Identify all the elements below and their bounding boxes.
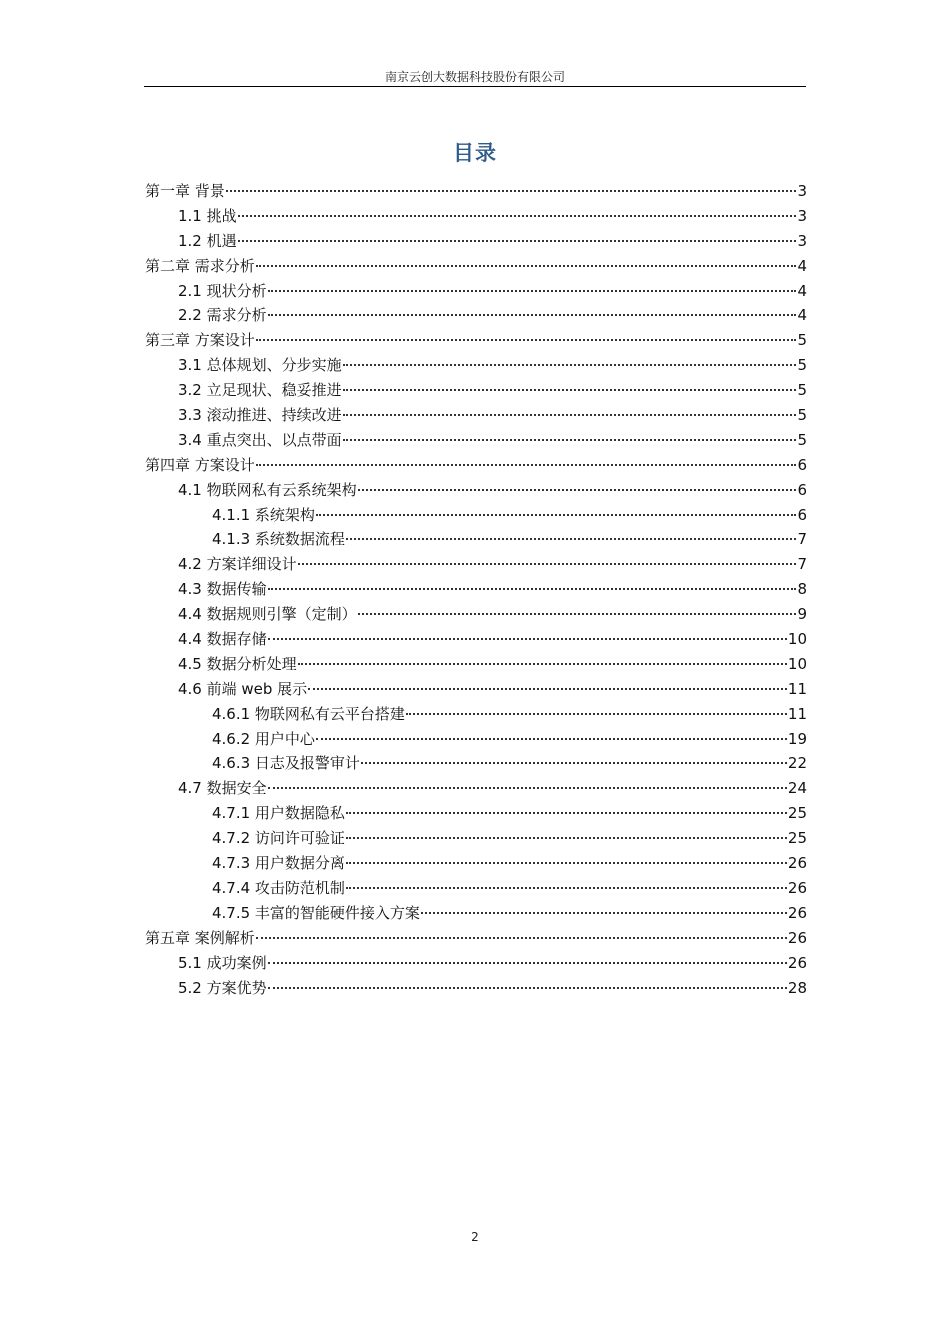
toc-entry[interactable]	[145, 328, 807, 353]
toc-entry[interactable]	[145, 527, 807, 552]
toc-entry-page: 26	[787, 928, 807, 947]
toc-dot-leader	[298, 663, 787, 665]
toc-entry-title: 4.1.3 系统数据流程	[212, 530, 345, 549]
toc-dot-leader	[358, 613, 797, 615]
toc-entry[interactable]	[145, 353, 807, 378]
toc-entry-title: 3.2 立足现状、稳妥推进	[178, 381, 342, 400]
toc-entry-page: 26	[787, 854, 807, 873]
toc-dot-leader	[343, 389, 797, 391]
toc-entry-page: 25	[787, 804, 807, 823]
page-header: 南京云创大数据科技股份有限公司	[384, 70, 565, 84]
toc-entry[interactable]	[145, 602, 807, 627]
toc-entry-page: 6	[797, 480, 807, 499]
toc-dot-leader	[343, 364, 797, 366]
toc-entry-page: 10	[787, 630, 807, 649]
toc-entry-page: 3	[797, 182, 807, 200]
toc-entry-title: 4.5 数据分析处理	[178, 654, 297, 673]
toc-entry[interactable]	[145, 204, 807, 229]
toc-entry-page: 26	[787, 878, 807, 897]
toc-entry-page: 25	[787, 829, 807, 848]
toc-dot-leader	[256, 339, 797, 341]
toc-entry-title: 第五章 案例解析	[145, 928, 255, 947]
toc-entry-page: 7	[797, 555, 807, 574]
toc-entry[interactable]	[145, 428, 807, 453]
toc-dot-leader	[343, 414, 797, 416]
toc-dot-leader	[268, 987, 787, 989]
toc-entry[interactable]	[145, 453, 807, 478]
toc-entry-title: 4.6.3 日志及报警审计	[212, 754, 360, 773]
toc-dot-leader	[238, 215, 797, 217]
toc-entry-title: 4.1 物联网私有云系统架构	[178, 480, 357, 499]
toc-dot-leader	[346, 862, 787, 864]
toc-entry[interactable]	[145, 577, 807, 602]
toc-dot-leader	[268, 588, 797, 590]
toc-entry[interactable]	[145, 876, 807, 901]
toc-entry-page: 8	[797, 580, 807, 599]
toc-dot-leader	[298, 563, 797, 565]
toc-entry[interactable]	[145, 229, 807, 254]
toc-dot-leader	[406, 713, 787, 715]
toc-dot-leader	[268, 290, 797, 292]
toc-dot-leader	[256, 937, 787, 939]
toc-dot-leader	[268, 962, 787, 964]
toc-entry[interactable]	[145, 254, 807, 279]
toc-dot-leader	[316, 738, 787, 740]
toc-entry[interactable]	[145, 179, 807, 204]
toc-entry-title: 4.7 数据安全	[178, 779, 267, 798]
toc-entry-page: 26	[787, 953, 807, 972]
toc-entry-title: 4.2 方案详细设计	[178, 555, 297, 574]
toc-entry[interactable]	[145, 303, 807, 328]
toc-entry-title: 5.1 成功案例	[178, 953, 267, 972]
toc-entry-page: 22	[787, 754, 807, 773]
toc-dot-leader	[268, 787, 787, 789]
toc-title: 目录	[453, 141, 497, 165]
toc-entry[interactable]	[145, 727, 807, 752]
toc-entry-page: 5	[797, 381, 807, 400]
toc-dot-leader	[346, 887, 787, 889]
toc-entry[interactable]	[145, 677, 807, 702]
toc-entry-page: 24	[787, 779, 807, 798]
toc-entry-title: 3.3 滚动推进、持续改进	[178, 406, 342, 425]
toc-entry-page: 5	[797, 356, 807, 375]
toc-entry-title: 4.7.3 用户数据分离	[212, 854, 345, 873]
toc-entry-page: 26	[787, 903, 807, 922]
toc-entry-title: 2.2 需求分析	[178, 306, 267, 325]
toc-dot-leader	[268, 314, 797, 316]
toc-entry-page: 5	[797, 430, 807, 449]
toc-entry-title: 1.1 挑战	[178, 206, 237, 225]
toc-dot-leader	[256, 464, 797, 466]
toc-entry[interactable]	[145, 801, 807, 826]
toc-dot-leader	[308, 688, 787, 690]
toc-entry-page: 3	[797, 206, 807, 225]
toc-entry[interactable]	[145, 826, 807, 851]
toc-entry-page: 11	[787, 679, 807, 698]
toc-entry[interactable]	[145, 403, 807, 428]
toc-entry[interactable]	[145, 702, 807, 727]
toc-entry-title: 2.1 现状分析	[178, 281, 267, 300]
toc-entry-title: 4.3 数据传输	[178, 580, 267, 599]
toc-entry-page: 9	[797, 605, 807, 624]
toc-entry-title: 第一章 背景	[145, 182, 225, 200]
toc-entry[interactable]	[145, 976, 807, 1001]
toc-entry[interactable]	[145, 652, 807, 677]
toc-entry-title: 4.6 前端 web 展示	[178, 679, 308, 698]
toc-entry[interactable]	[145, 552, 807, 577]
toc-entry-title: 4.7.1 用户数据隐私	[212, 804, 345, 823]
toc-entry[interactable]	[145, 478, 807, 503]
toc-entry-page: 7	[797, 530, 807, 549]
toc-entry-page: 11	[787, 704, 807, 723]
toc-dot-leader	[226, 190, 797, 192]
toc-dot-leader	[346, 538, 797, 540]
toc-entry-title: 第二章 需求分析	[145, 256, 255, 275]
toc-dot-leader	[346, 837, 787, 839]
toc-entry[interactable]	[145, 627, 807, 652]
page-number: 2	[471, 1230, 479, 1244]
toc-entry[interactable]	[145, 901, 807, 926]
toc-entry-page: 4	[797, 281, 807, 300]
toc-entry-title: 3.4 重点突出、以点带面	[178, 430, 342, 449]
toc-entry-page: 10	[787, 654, 807, 673]
header-divider	[144, 86, 806, 87]
toc-entry-page: 6	[797, 505, 807, 524]
toc-entry-title: 4.4 数据存储	[178, 630, 267, 649]
toc-dot-leader	[421, 912, 787, 914]
toc-dot-leader	[361, 762, 787, 764]
toc-entry-title: 3.1 总体规划、分步实施	[178, 356, 342, 375]
toc-entry-title: 第四章 方案设计	[145, 455, 255, 474]
toc-entry-page: 28	[787, 978, 807, 997]
toc-dot-leader	[256, 265, 797, 267]
toc-entry-title: 5.2 方案优势	[178, 978, 267, 997]
toc-entry-title: 4.6.1 物联网私有云平台搭建	[212, 704, 405, 723]
toc-entry-title: 4.7.4 攻击防范机制	[212, 878, 345, 897]
toc-entry[interactable]	[145, 926, 807, 951]
toc-dot-leader	[346, 812, 787, 814]
toc-entry-page: 4	[797, 306, 807, 325]
toc-entry-page: 6	[797, 455, 807, 474]
toc-entry-title: 4.4 数据规则引擎（定制）	[178, 605, 357, 624]
toc-entry-title: 1.2 机遇	[178, 231, 237, 250]
toc-entry[interactable]	[145, 951, 807, 976]
toc-entry-title: 第三章 方案设计	[145, 331, 255, 350]
toc-entry[interactable]	[145, 851, 807, 876]
toc-entry[interactable]	[145, 378, 807, 403]
toc-entry-page: 19	[787, 729, 807, 748]
toc-entry[interactable]	[145, 503, 807, 528]
toc-entry-page: 4	[797, 256, 807, 275]
toc-entry-page: 3	[797, 231, 807, 250]
toc-dot-leader	[358, 489, 797, 491]
toc-entry-page: 5	[797, 406, 807, 425]
table-of-contents	[145, 179, 807, 1000]
toc-entry-title: 4.7.5 丰富的智能硬件接入方案	[212, 903, 420, 922]
toc-entry-page: 5	[797, 331, 807, 350]
toc-dot-leader	[238, 240, 797, 242]
toc-entry-title: 4.7.2 访问许可验证	[212, 829, 345, 848]
toc-entry[interactable]	[145, 279, 807, 304]
toc-entry-title: 4.6.2 用户中心	[212, 729, 315, 748]
toc-entry[interactable]	[145, 751, 807, 776]
toc-dot-leader	[316, 514, 797, 516]
toc-dot-leader	[268, 638, 787, 640]
toc-entry[interactable]	[145, 776, 807, 801]
toc-entry-title: 4.1.1 系统架构	[212, 505, 315, 524]
toc-dot-leader	[343, 439, 797, 441]
